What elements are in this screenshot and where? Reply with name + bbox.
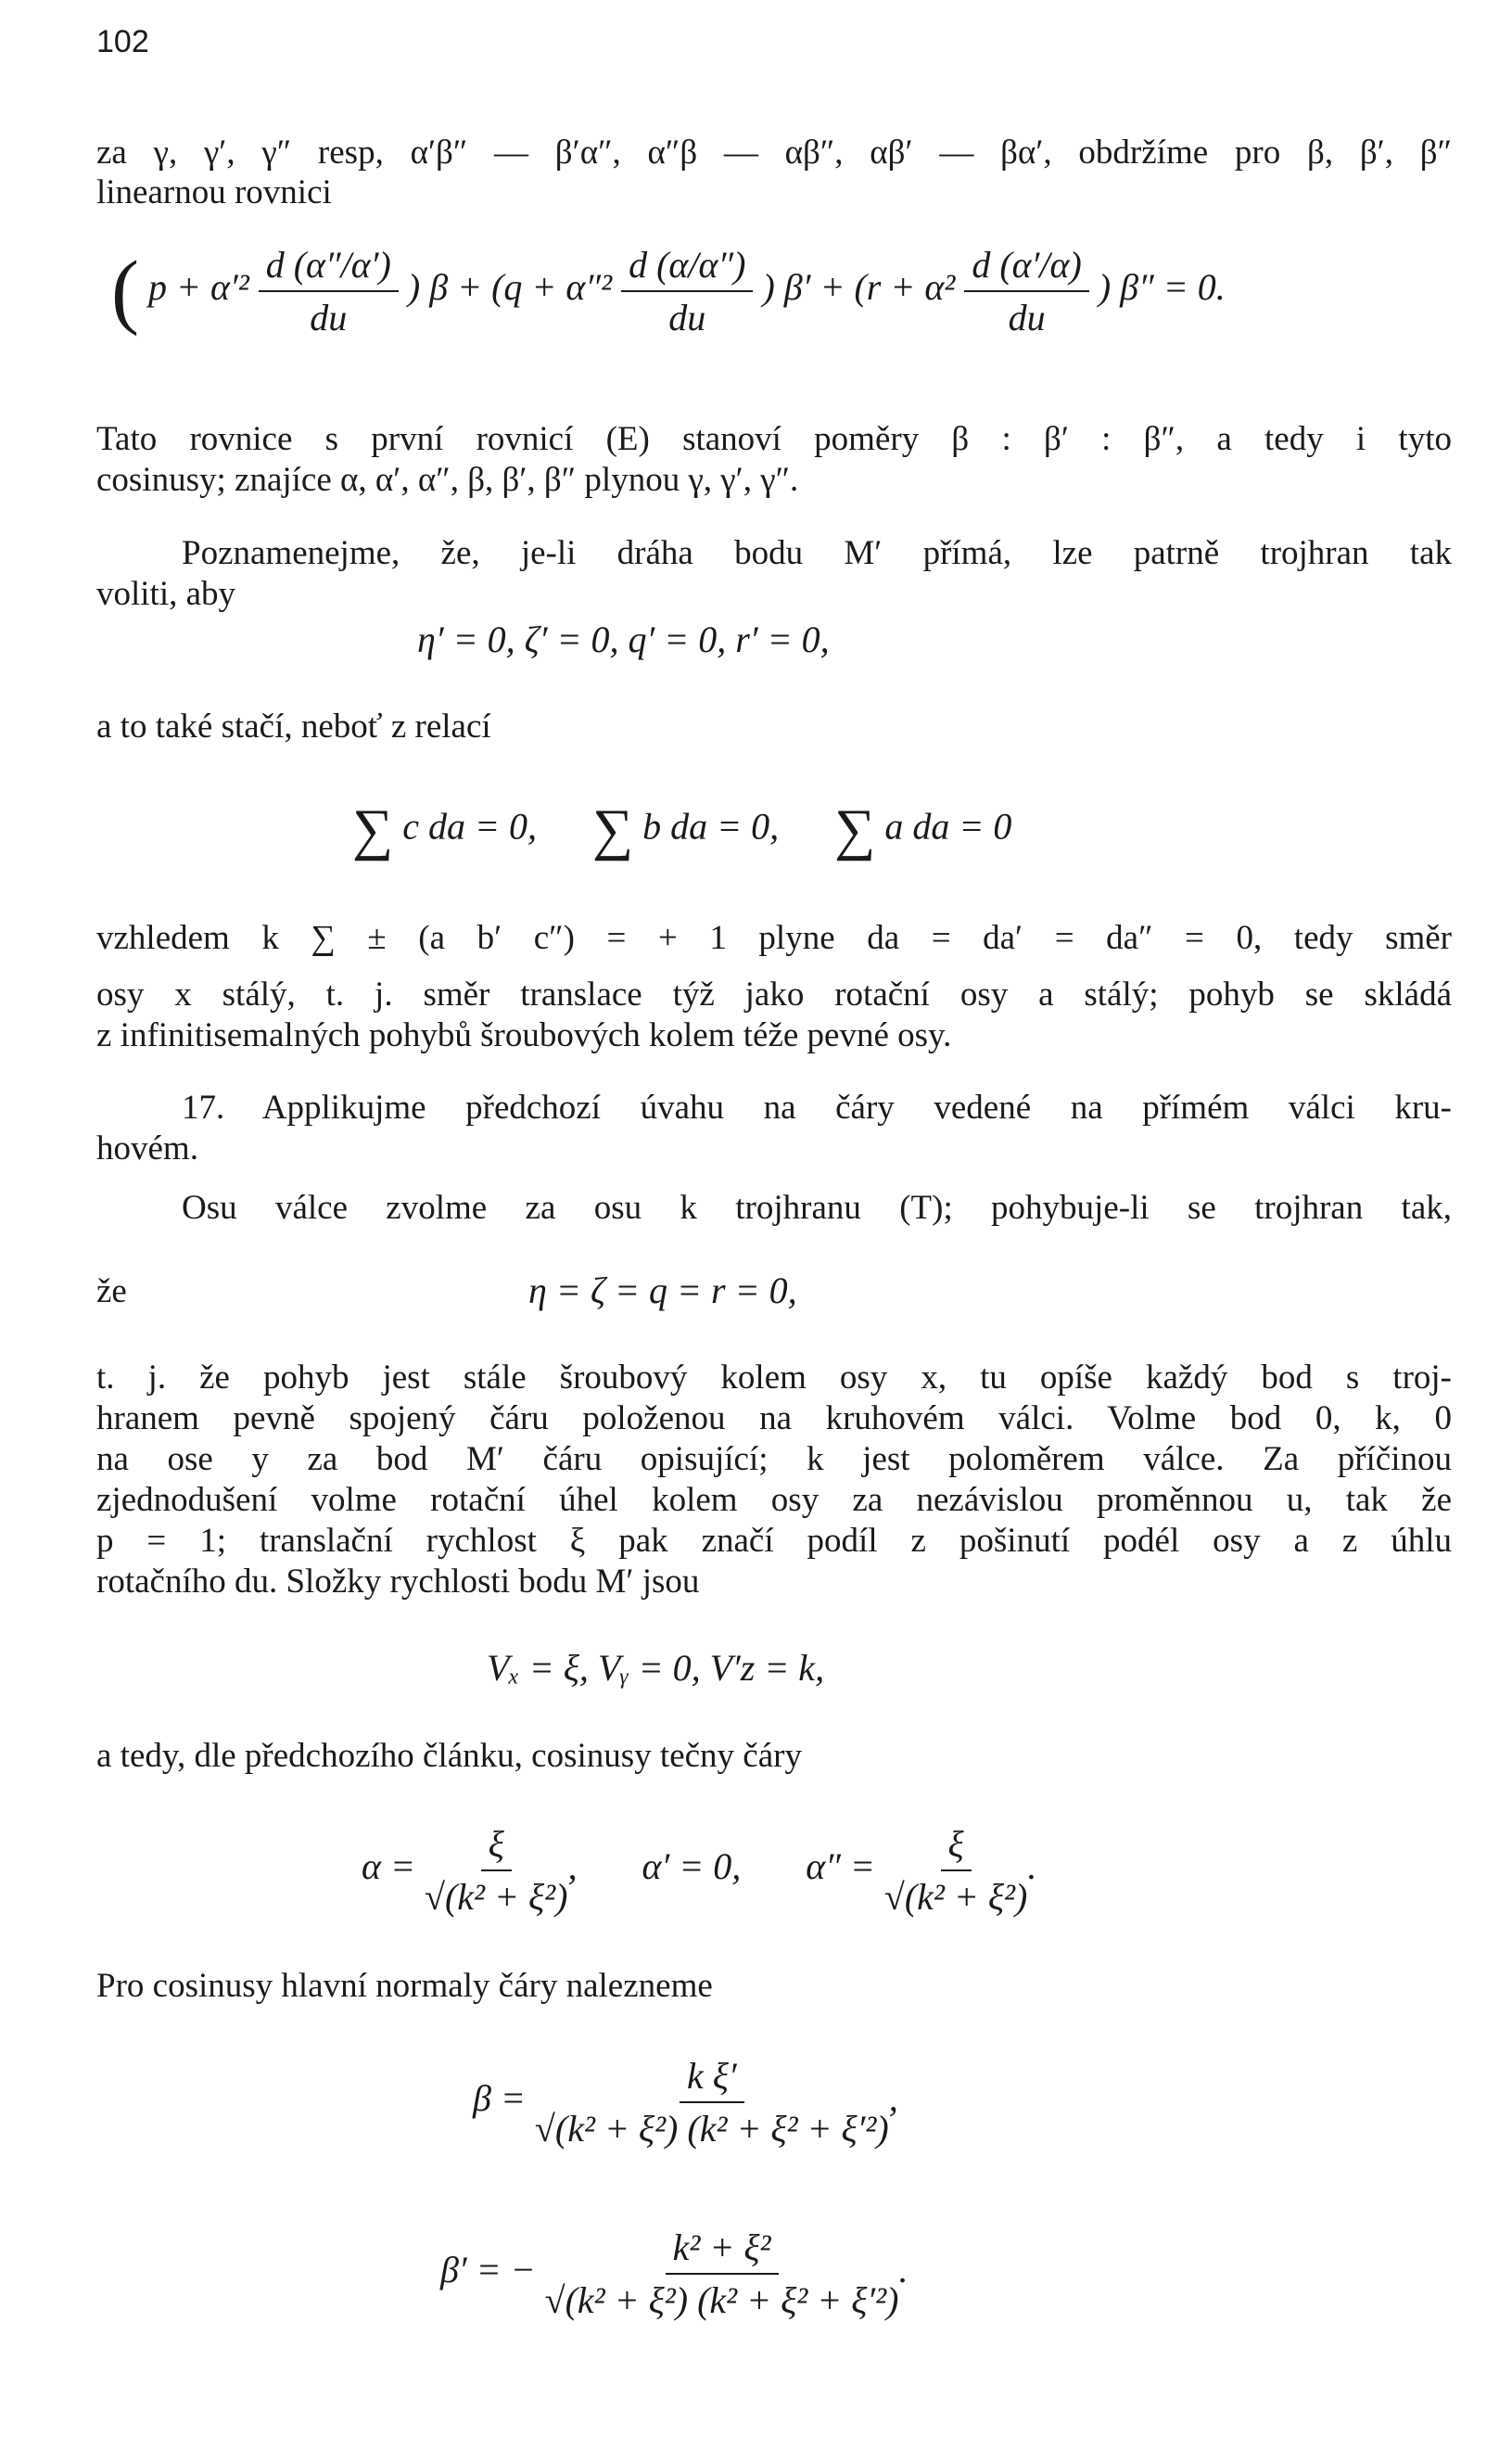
text-line: Poznamenejme, že, je-li dráha bodu M′ přímá, lze patrně trojhran tak xyxy=(182,534,1452,572)
text-line: osy x stálý, t. j. směr translace týž jako rotační osy a stálý; pohyb se skládá xyxy=(96,976,1452,1014)
equation-tangent-cosines: α = $\frac{\xi}{\text{√(k² + ξ²)}}$ , α′ = 0, α″ = $\frac{\xi}{\text{√(k² + ξ²)}}$ . xyxy=(362,1823,1037,1918)
text-line: zjednodušení volme rotační úhel kolem osy za nezávislou proměnnou u, tak že xyxy=(96,1481,1452,1519)
text-line: Tato rovnice s první rovnicí (E) stanoví poměry β : β′ : β″, a tedy i tyto xyxy=(96,420,1452,458)
text-line: na ose y za bod M′ čáru opisující; k jest poloměrem válce. Za příčinou xyxy=(96,1440,1452,1478)
page-number: 102 xyxy=(96,24,149,59)
text-line: vzhledem k ∑ ± (a b′ c″) = + 1 plyne da = da′ = da″ = 0, tedy směr xyxy=(96,919,1452,957)
equation-sums: ∑ c da = 0, ∑ b da = 0, ∑ a da = 0 xyxy=(352,798,1012,861)
text-line: voliti, aby xyxy=(96,575,236,613)
text-line: Pro cosinusy hlavní normaly čáry nalezneme xyxy=(96,1967,713,2005)
text-line: a to také stačí, neboť z relací xyxy=(96,708,491,746)
text-line: Osu válce zvolme za osu k trojhranu (T); pohybuje-li se trojhran tak, xyxy=(182,1189,1452,1227)
text-line: hranem pevně spojený čáru položenou na kruhovém válci. Volme bod 0, k, 0 xyxy=(96,1399,1452,1437)
text-line: z infinitisemalných pohybů šroubových kolem téže pevné osy. xyxy=(96,1016,952,1054)
text-line: a tedy, dle předchozího článku, cosinusy tečny čáry xyxy=(96,1737,802,1775)
text-line: rotačního du. Složky rychlosti bodu M′ jsou xyxy=(96,1563,700,1601)
text-line: linearnou rovnici xyxy=(96,173,332,211)
text-line: že xyxy=(96,1272,127,1310)
equation-conditions: η′ = 0, ζ′ = 0, q′ = 0, r′ = 0, xyxy=(417,619,830,660)
text-line: 17. Applikujme předchozí úvahu na čáry vedené na přímém válci kru- xyxy=(182,1089,1452,1127)
equation-normal-beta-prime: β′ = − $\frac{\text{k² + ξ²}}{\text{√(k² + ξ²) (k² + ξ² + ξ′²)}}$ . xyxy=(440,2226,908,2321)
text-line: hovém. xyxy=(96,1129,198,1167)
text-line: za γ, γ′, γ″ resp, α′β″ — β′α″, α″β — αβ″, αβ′ — βα′, obdržíme pro β, β′, β″ xyxy=(96,134,1452,172)
equation-velocity-components: Vₓ = ξ, Vᵧ = 0, V′z = k, xyxy=(487,1647,825,1689)
equation-helix-condition: η = ζ = q = r = 0, xyxy=(528,1270,797,1311)
text-line: p = 1; translační rychlost ξ pak značí podíl z pošinutí podél osy a z úhlu xyxy=(96,1522,1452,1560)
text-line: t. j. že pohyb jest stále šroubový kolem osy x, tu opíše každý bod s troj- xyxy=(96,1359,1452,1397)
equation-normal-beta: β = $\frac{\text{k ξ′}}{\text{√(k² + ξ²) (k² + ξ² + ξ′²)}}$ , xyxy=(473,2055,898,2150)
text-line: cosinusy; znajíce α, α′, α″, β, β′, β″ plynou γ, γ′, γ″. xyxy=(96,461,799,499)
equation-linear: ( p + α′² $\frac{d (\alpha''/\alpha')}{du}$ ) β + (q + α″² $\frac{d (\alpha/\alpha'')}{du}$ ) β′ + (r + α² $\frac{d (\alpha'/\alpha)}{du}$ ) β″ = 0. xyxy=(111,244,1226,338)
